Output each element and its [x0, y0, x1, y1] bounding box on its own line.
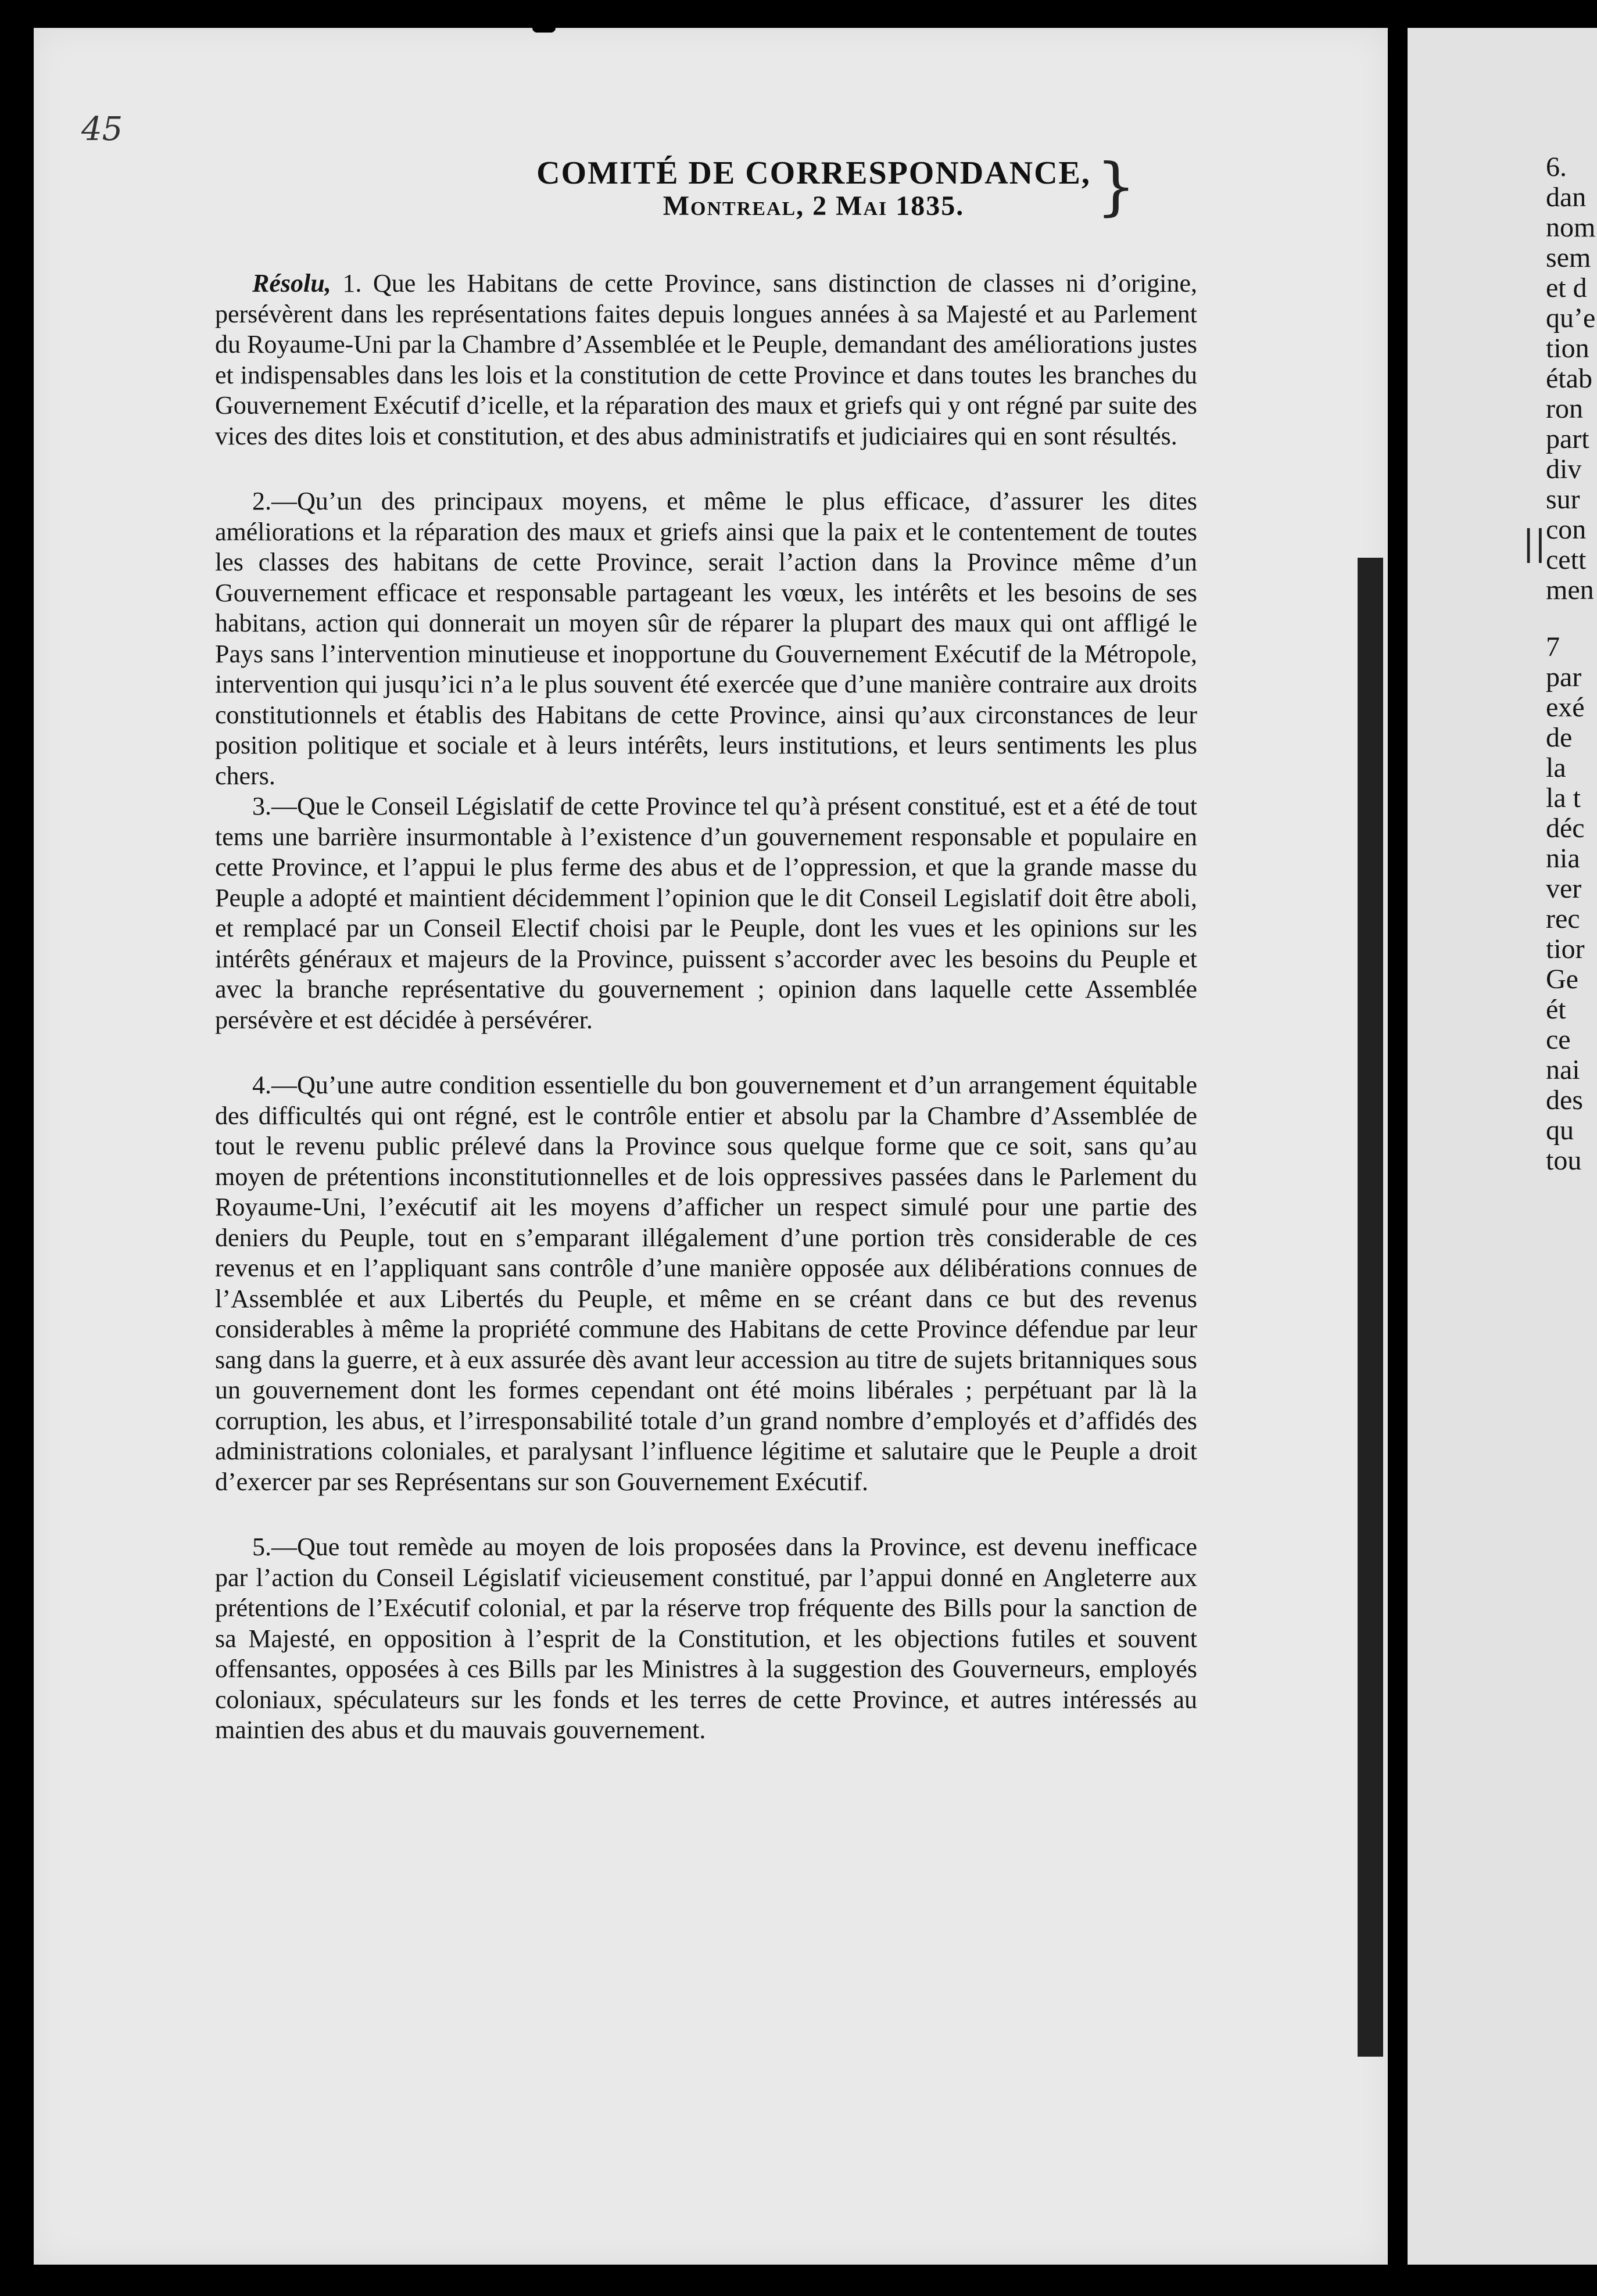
margin-annotation: 45: [81, 110, 123, 148]
resolution-text: 1. Que les Habitans de cette Province, sans distinction de classes ni d’origine, persévèrent dans les représentations faites depuis longues années à sa Majesté et au Parlement du Royaume-Uni par la Chambre d’Assemblée et le Peuple, demandant des améliorations justes et indispensables dans les lois et la constitution de cette Province et dans toutes les branches du Gouvernement Exécutif d’icelle, et la réparation des maux et griefs qui y ont régné par suite des vices des dites lois et constitution, et des abus administratifs et judiciaires qui en sont résultés.: [215, 269, 1197, 450]
resolution-4: 4.—Qu’une autre condition essentielle du bon gouvernement et d’un arrangement équitable des difficultés qui ont régné, est le contrôle entier et absolu par la Chambre d’Assemblée de tout le revenu public prélevé dans la Province sous quelque forme que ce soit, sans qu’au moyen de prétentions inconstitutionnelles et de lois oppressives passées dans le Parlement du Royaume-Uni, l’exécutif ait les moyens d’afficher un respect simulé pour une partie des deniers du Peuple, tout en s’emparant illégalement d’une portion très considerable de ces revenus et en l’appliquant sans contrôle d’une manière opposée aux délibérations connues de l’Assemblée et aux Libertés du Peuple, et même en se créant dans ce but des revenus considerables à même la propriété commune des Habitans de cette Province défendue par leur sang dans la guerre, et à eux assurée dès avant leur accession au titre de sujets britanniques sous un gouvernement dont les formes cependant ont été moins libérales ; perpétuant par là la corruption, les abus, et l’irresponsabilité totale d’un grand nombre d’employés et d’affidés des administrations coloniales, et paralysant l’influence légitime et salutaire que le Peuple a droit d’exercer par ses Représentans sur son Gouvernement Exécutif.: [215, 1071, 1197, 1496]
committee-title: COMITÉ DE CORRESPONDANCE,: [536, 155, 1091, 191]
adjacent-page-mark: ||: [1523, 523, 1546, 564]
dateline: Montreal, 2 Mai 1835.: [663, 191, 965, 221]
resolution-2: 2.—Qu’un des principaux moyens, et même le plus efficace, d’assurer les dites améliorations et la réparation des maux et griefs ainsi que la paix et le contentement de toutes les classes des habitans de cette Province, serait l’action dans la Province même d’un Gouvernement efficace et responsable partageant les vœux, les intérêts et les besoins de ses habitans, action qui donnerait un moyen sûr de réparer la plupart des maux qui ont affligé le Pays sans l’intervention minutieuse et inopportune du Gouvernement Exécutif de la Métropole, intervention qui jusqu’ici n’a le plus souvent été exercée que d’une manière contraire aux droits constitutionnels et établis des Habitans de cette Province, ainsi qu’aux circonstances de leur position politique et sociale et à leurs intérêts, leurs institutions, et leurs sentiments les plus chers.: [215, 487, 1197, 790]
resolution-lead: Résolu,: [252, 269, 331, 297]
document-heading: [511, 156, 1116, 222]
scan-mark: [532, 12, 556, 33]
resolution-3: 3.—Que le Conseil Législatif de cette Province tel qu’à présent constitué, est et a été de tout tems une barrière insurmontable à l’existence d’un gouvernement responsable et populaire en cette Province, et l’appui le plus ferme des abus et de l’oppression, et que la grande masse du Peuple a adopté et maintient décidemment l’opinion que le dit Conseil Legislatif doit être aboli, et remplacé par un Conseil Electif choisi par le Peuple, dont les vues et les opinions sur les intérêts généraux et majeurs de la Province, puissent s’accorder avec les besoins du Peuple et avec la branche représentative du gouvernement ; opinion dans laquelle cette Assemblée persévère et est décidée à persévérer.: [215, 792, 1197, 1034]
page-gutter: [1389, 0, 1408, 2296]
resolutions-body: [215, 268, 1197, 1746]
resolution-1: [215, 268, 1197, 451]
adjacent-page-text-top: 6. dan nom sem et d qu’e tion étab ron part div sur con cett men: [1546, 152, 1596, 605]
resolution-5: 5.—Que tout remède au moyen de lois proposées dans la Province, est devenu inefficace par l’action du Conseil Législatif vicieusement constitué, par l’appui donné en Angleterre aux prétentions de l’Exécutif colonial, et par la réserve trop fréquente des Bills pour la sanction de sa Majesté, en opposition à l’esprit de la Constitution, et les objections futiles et souvent offensantes, opposées à ces Bills par les Ministres à la suggestion des Gouverneurs, employés coloniaux, spéculateurs sur les fonds et les terres de cette Province, et autres intéressés au maintien des abus et du mauvais gouvernement.: [215, 1533, 1197, 1744]
page-shadow-band: [1358, 558, 1383, 2057]
adjacent-page-text-bottom: 7 par exé de la la t déc nia ver rec tior Ge ét ce nai des qu tou: [1546, 632, 1585, 1176]
heading-brace: }: [1096, 150, 1136, 223]
